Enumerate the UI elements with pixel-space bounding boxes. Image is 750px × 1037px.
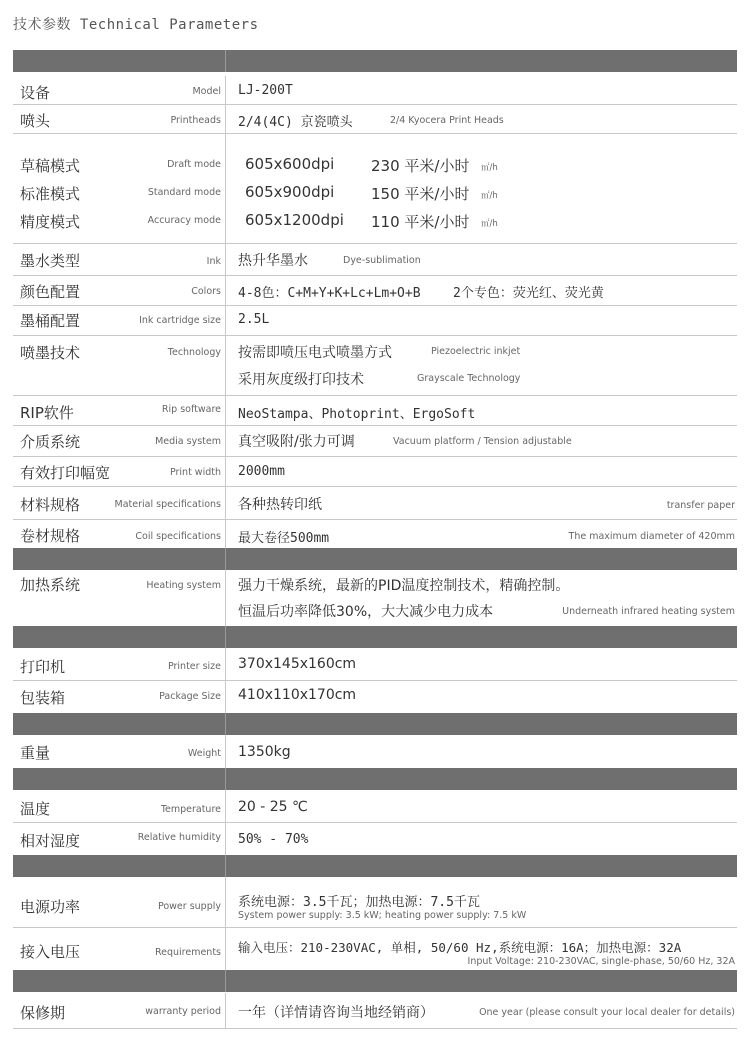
rip-label: RIP软件 [20,404,74,422]
mode-label-en: Accuracy mode [147,215,221,226]
heating-label: 加热系统 [20,576,81,594]
humidity-label: 相对湿度 [20,832,81,850]
row-technology [13,336,737,396]
technology-value-2: 采用灰度级打印技术 [238,372,364,388]
material-label-en: Material specifications [114,499,221,510]
cartridge-value: 2.5L [238,312,270,327]
technology-value-2-en: Grayscale Technology [417,373,521,384]
power-label: 电源功率 [20,898,81,916]
section-bar [13,50,737,72]
material-value: 各种热转印纸 [238,497,322,513]
weight-label: 重量 [20,744,51,762]
row-model [13,76,737,105]
requirements-label-en: Requirements [154,947,221,958]
print-width-value: 2000mm [238,464,285,479]
requirements-value: 输入电压：210-230VAC, 单相, 50/60 Hz,系统电源：16A；加热电源：32A [238,940,682,955]
model-label: 设备 [20,84,51,102]
row-ink [13,244,737,276]
mode-label-en: Standard mode [147,187,221,198]
technology-label: 喷墨技术 [20,344,81,362]
colors-label: 颜色配置 [20,283,81,301]
section-bar [13,855,737,877]
humidity-label-en: Relative humidity [137,832,221,843]
cartridge-label-en: Ink cartridge size [139,315,221,326]
temperature-label: 温度 [20,800,51,818]
warranty-label: 保修期 [20,1004,66,1022]
warranty-label-en: warranty period [145,1006,221,1017]
ink-label: 墨水类型 [20,252,81,270]
technology-label-en: Technology [167,347,221,358]
power-value-en: System power supply: 3.5 kW; heating power supply: 7.5 kW [238,910,527,921]
technology-value-en: Piezoelectric inkjet [431,346,521,357]
row-media-system [13,426,737,457]
mode-resolution: 605x900dpi [245,183,335,201]
colors-value: 4-8色：C+M+Y+K+Lc+Lm+O+B [238,286,421,301]
row-printheads [13,105,737,134]
weight-value: 1350kg [238,744,291,760]
printheads-label-en: Printheads [170,115,221,126]
row-ink-cartridge [13,306,737,336]
printheads-value-en: 2/4 Kyocera Print Heads [390,115,504,126]
mode-resolution: 605x600dpi [245,155,335,173]
printer-size-label-en: Printer size [167,661,221,672]
mode-label: 精度模式 [20,213,81,231]
mode-speed: 150 平米/小时 [371,185,470,203]
row-material [13,487,737,520]
mode-label-en: Draft mode [167,159,221,170]
mode-resolution: 605x1200dpi [245,211,344,229]
media-label: 介质系统 [20,433,81,451]
weight-label-en: Weight [187,748,221,759]
humidity-value: 50% - 70% [238,832,309,847]
row-warranty [13,993,737,1029]
mode-unit: ㎡/h [481,219,498,229]
package-size-value: 410x110x170cm [238,687,357,703]
technology-value: 按需即喷压电式喷墨方式 [238,345,392,361]
row-rip-software [13,396,737,426]
row-print-modes [13,134,737,244]
section-bar [13,713,737,735]
ink-value: 热升华墨水 [238,253,308,269]
row-power-supply [13,877,737,928]
row-print-width [13,457,737,487]
mode-label: 标准模式 [20,185,81,203]
power-label-en: Power supply [157,901,221,912]
mode-speed: 230 平米/小时 [371,157,470,175]
page-title: 技术参数 Technical Parameters [13,17,259,33]
warranty-value-en: One year (please consult your local dealer for details) [479,1007,735,1018]
rip-value: NeoStampa、Photoprint、ErgoSoft [238,407,476,422]
row-colors [13,276,737,306]
heating-value: 强力干燥系统，最新的PID温度控制技术，精确控制。 [238,578,570,594]
printer-size-label: 打印机 [20,658,66,676]
section-bar [13,548,737,570]
printheads-label: 喷头 [20,112,51,130]
cartridge-label: 墨桶配置 [20,312,81,330]
coil-label: 卷材规格 [20,527,81,545]
row-humidity [13,823,737,855]
mode-label: 草稿模式 [20,157,81,175]
row-coil [13,520,737,548]
media-value-en: Vacuum platform / Tension adjustable [393,436,572,447]
row-requirements [13,928,737,970]
power-value: 系统电源：3.5千瓦；加热电源：7.5千瓦 [238,895,480,910]
temperature-label-en: Temperature [160,804,221,815]
ink-value-en: Dye-sublimation [343,255,421,266]
heating-value-2: 恒温后功率降低30%，大大减少电力成本 [238,604,494,620]
print-width-label-en: Print width [169,467,221,478]
heating-value-en: Underneath infrared heating system [562,606,735,617]
warranty-value: 一年（详情请咨询当地经销商） [238,1005,434,1021]
material-value-en: transfer paper [666,500,735,511]
print-width-label: 有效打印幅宽 [20,464,111,482]
model-label-en: Model [192,86,221,97]
material-label: 材料规格 [20,496,81,514]
section-bar [13,626,737,648]
row-package-size [13,681,737,713]
row-heating [13,570,737,626]
section-bar [13,768,737,790]
rip-label-en: Rip software [161,404,221,415]
printheads-value: 2/4(4C) 京瓷喷头 [238,115,353,130]
requirements-label: 接入电压 [20,943,81,961]
requirements-value-en: Input Voltage: 210-230VAC, single-phase, 50/60 Hz, 32A [467,956,735,967]
mode-unit: ㎡/h [481,191,498,201]
media-label-en: Media system [155,436,221,447]
package-size-label-en: Package Size [159,691,221,702]
row-weight [13,735,737,768]
colors-spot-value: 2个专色：荧光红、荧光黄 [453,286,604,301]
coil-value: 最大卷径500mm [238,531,330,546]
row-printer-size [13,648,737,681]
colors-label-en: Colors [191,286,221,297]
mode-speed: 110 平米/小时 [371,213,470,231]
media-value: 真空吸附/张力可调 [238,434,355,450]
row-temperature [13,790,737,823]
section-bar [13,970,737,992]
model-value: LJ-200T [238,83,293,98]
package-size-label: 包装箱 [20,689,66,707]
coil-label-en: Coil specifications [135,531,221,542]
coil-value-en: The maximum diameter of 420mm [568,531,735,542]
heating-label-en: Heating system [146,580,221,591]
mode-unit: ㎡/h [481,163,498,173]
printer-size-value: 370x145x160cm [238,656,357,672]
ink-label-en: Ink [206,256,221,267]
temperature-value: 20 - 25 ℃ [238,799,308,815]
